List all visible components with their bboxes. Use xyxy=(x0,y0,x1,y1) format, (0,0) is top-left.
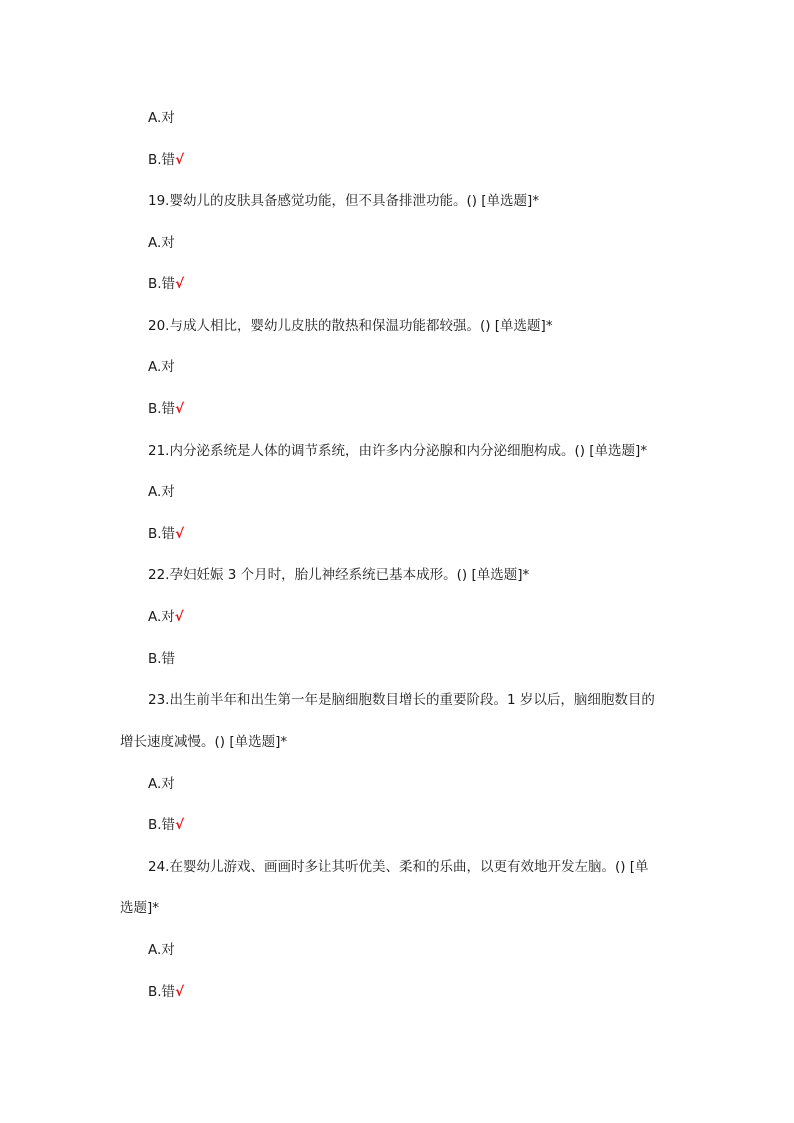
option-label: A.对 xyxy=(148,235,175,251)
q19-option-a[interactable] xyxy=(148,234,175,252)
q23-option-b[interactable] xyxy=(148,816,184,834)
option-label: B.错 xyxy=(148,526,176,542)
option-label: B.错 xyxy=(148,651,176,667)
q23-question-line2: 增长速度减慢。() [单选题]* xyxy=(120,734,288,750)
q19-question: 19.婴幼儿的皮肤具备感觉功能，但不具备排泄功能。() [单选题]* xyxy=(148,193,540,209)
q20-question: 20.与成人相比，婴幼儿皮肤的散热和保温功能都较强。() [单选题]* xyxy=(148,318,553,334)
q23-option-a[interactable] xyxy=(148,775,175,793)
option-label: A.对 xyxy=(148,776,175,792)
option-label: A.对 xyxy=(148,942,175,958)
q22-question: 22.孕妇妊娠 3 个月时，胎儿神经系统已基本成形。() [单选题]* xyxy=(148,567,530,583)
correct-check-icon: √ xyxy=(175,152,185,168)
option-label: B.错 xyxy=(148,152,176,168)
correct-check-icon: √ xyxy=(175,276,185,292)
q19-option-b[interactable] xyxy=(148,275,184,293)
q24-option-b[interactable] xyxy=(148,983,184,1001)
q21-option-b[interactable] xyxy=(148,525,184,543)
q18-option-a[interactable] xyxy=(148,109,175,127)
correct-check-icon: √ xyxy=(174,609,184,625)
correct-check-icon: √ xyxy=(175,984,185,1000)
option-label: A.对 xyxy=(148,484,175,500)
q24-option-a[interactable] xyxy=(148,941,175,959)
option-label: A.对 xyxy=(148,359,175,375)
q20-option-b[interactable] xyxy=(148,400,184,418)
q22-option-a[interactable] xyxy=(148,608,184,626)
q23-question-line1: 23.出生前半年和出生第一年是脑细胞数目增长的重要阶段。1 岁以后，脑细胞数目的 xyxy=(148,692,655,708)
correct-check-icon: √ xyxy=(175,401,185,417)
option-label: B.错 xyxy=(148,984,176,1000)
q22-option-b[interactable] xyxy=(148,650,175,668)
q21-question: 21.内分泌系统是人体的调节系统，由许多内分泌腺和内分泌细胞构成。() [单选题]* xyxy=(148,443,648,459)
q21-option-a[interactable] xyxy=(148,483,175,501)
option-label: B.错 xyxy=(148,817,176,833)
correct-check-icon: √ xyxy=(175,526,185,542)
q24-question-line1: 24.在婴幼儿游戏、画画时多让其听优美、柔和的乐曲，以更有效地开发左脑。() [单 xyxy=(148,859,649,875)
q18-option-b[interactable] xyxy=(148,151,184,169)
q20-option-a[interactable] xyxy=(148,358,175,376)
option-label: A.对 xyxy=(148,110,175,126)
option-label: B.错 xyxy=(148,276,176,292)
option-label: A.对 xyxy=(148,609,175,625)
correct-check-icon: √ xyxy=(175,817,185,833)
option-label: B.错 xyxy=(148,401,176,417)
q24-question-line2: 选题]* xyxy=(120,900,160,916)
